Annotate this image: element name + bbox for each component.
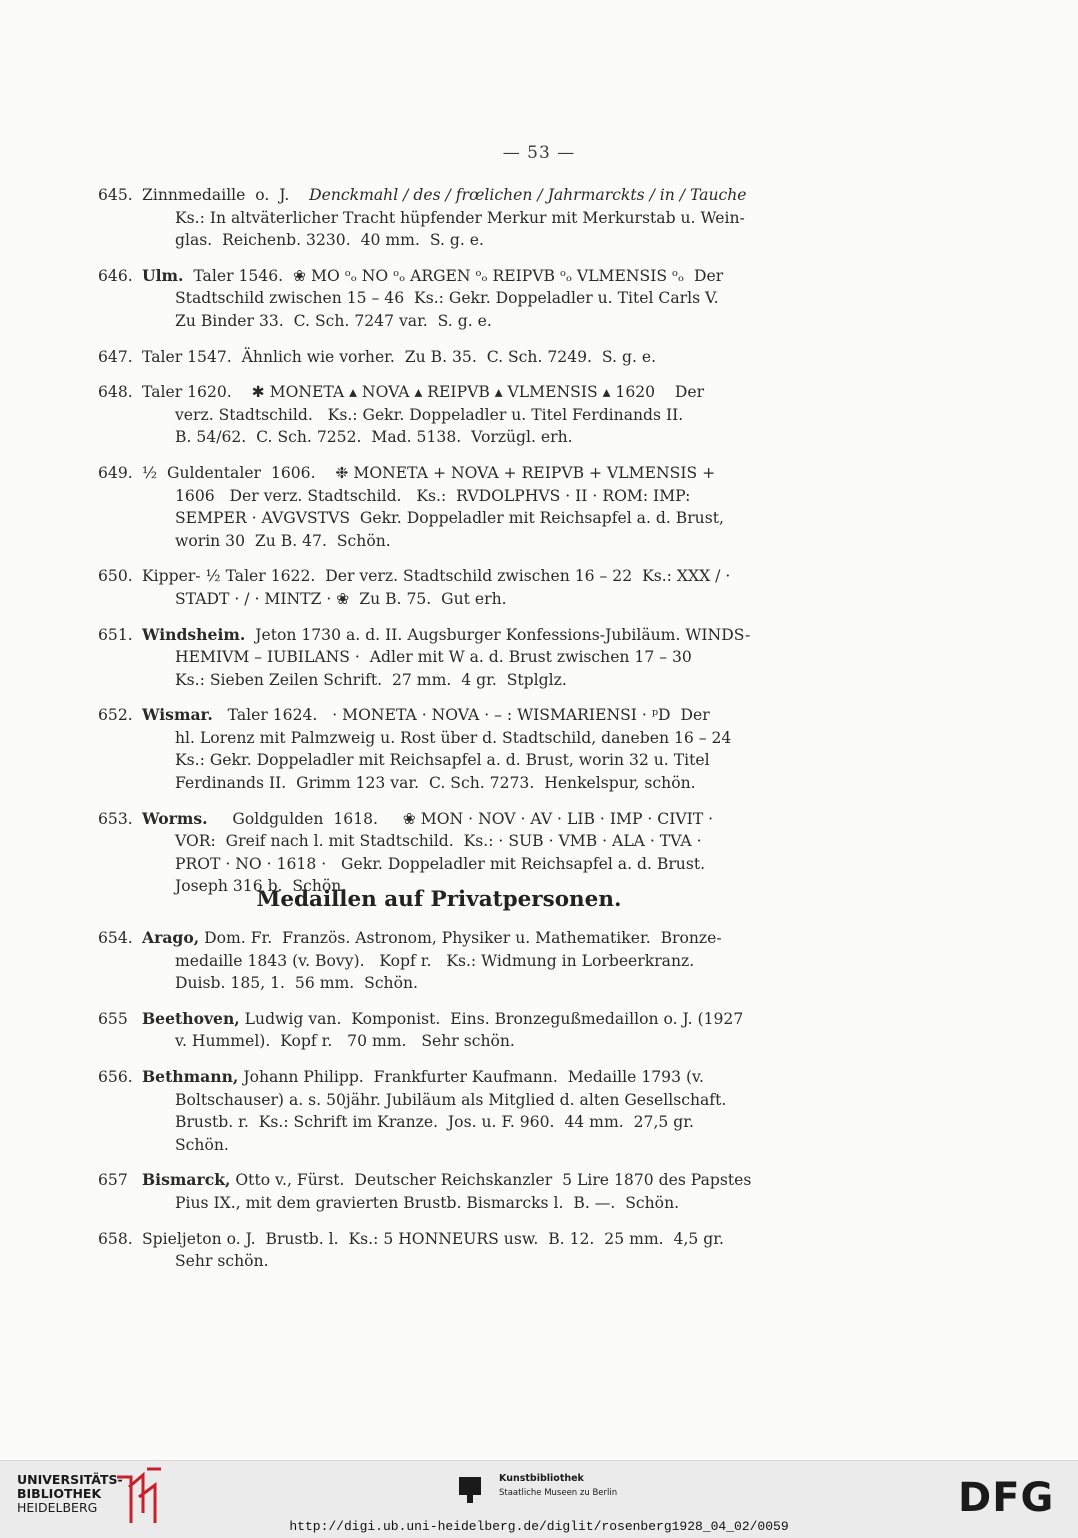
entry-number: 658. xyxy=(98,1229,133,1248)
entry-number: 654. xyxy=(98,929,133,947)
entry-text: verz. Stadtschild. Ks.: Gekr. Doppeladler u. Titel Ferdinands II. xyxy=(175,405,684,424)
entry-number: 645. xyxy=(98,186,133,204)
entry-first-line xyxy=(98,1169,788,1192)
entry-continuation-line xyxy=(98,853,788,876)
ub-logo-line-3: HEIDELBERG xyxy=(17,1500,98,1515)
entry-number: 652. xyxy=(98,706,133,725)
entry-first-line xyxy=(98,381,788,404)
entry-number: 656. xyxy=(98,1067,133,1086)
entry-number: 653. xyxy=(98,809,133,828)
entry-text: Ks.: Sieben Zeilen Schrift. 27 mm. 4 gr. Stplglz. xyxy=(175,670,567,689)
catalog-entry xyxy=(98,1169,788,1214)
entry-continuation-line xyxy=(98,1134,788,1157)
entry-text: medaille 1843 (v. Bovy). Kopf r. Ks.: Widmung in Lorbeerkranz. xyxy=(175,951,695,970)
entry-text: Kipper- ½ Taler 1622. Der verz. Stadtschild zwischen 16 – 22 Ks.: XXX / · xyxy=(142,567,731,586)
entry-continuation-line xyxy=(98,1030,788,1053)
entry-first-line xyxy=(98,565,788,588)
entry-continuation-line xyxy=(98,1250,788,1273)
entry-continuation-line xyxy=(98,507,788,530)
entry-first-line xyxy=(98,1228,788,1251)
page-number: — 53 — xyxy=(502,143,576,163)
entry-continuation-line xyxy=(98,727,788,750)
entry-first-line xyxy=(98,1008,788,1031)
entry-first-line xyxy=(98,624,788,647)
catalog-entry xyxy=(98,346,788,369)
entry-text: PROT · NO · 1618 · Gekr. Doppeladler mit Reichsapfel a. d. Brust. xyxy=(175,854,706,873)
entry-text: Ludwig van. Komponist. Eins. Bronzegußmedaillon o. J. (1927 xyxy=(239,1009,744,1028)
entry-heading-name: Bethmann, xyxy=(142,1066,239,1086)
entry-number: 655 xyxy=(98,1009,128,1028)
kunstbibliothek-logo[interactable] xyxy=(459,1473,629,1509)
entry-first-line xyxy=(98,808,788,831)
entry-text: Ferdinands II. Grimm 123 var. C. Sch. 7273. Henkelspur, schön. xyxy=(175,774,696,793)
entry-text: Taler 1620. ✱ MONETA ▴ NOVA ▴ REIPVB ▴ VLMENSIS ▴ 1620 Der xyxy=(142,383,705,402)
entry-text: Pius IX., mit dem gravierten Brustb. Bismarcks l. B. —. Schön. xyxy=(175,1193,680,1212)
entry-text: Spieljeton o. J. Brustb. l. Ks.: 5 HONNEURS usw. B. 12. 25 mm. 4,5 gr. xyxy=(142,1229,724,1248)
entry-first-line xyxy=(98,927,788,950)
entry-text: Duisb. 185, 1. 56 mm. Schön. xyxy=(175,974,418,993)
entry-first-line xyxy=(98,1066,788,1089)
entry-number: 657 xyxy=(98,1171,128,1190)
entry-text: B. 54/62. C. Sch. 7252. Mad. 5138. Vorzügl. erh. xyxy=(175,428,573,447)
kunstbibliothek-title: Kunstbibliothek xyxy=(499,1473,584,1484)
ub-heidelberg-logo[interactable] xyxy=(17,1467,152,1519)
entry-italic-inscription: Denckmahl / des / frœlichen / Jahrmarckts / in / Tauche xyxy=(309,186,747,204)
entry-continuation-line xyxy=(98,1089,788,1112)
ub-emblem-icon xyxy=(109,1467,169,1525)
catalog-entries-top xyxy=(98,184,788,911)
catalog-entries-bottom xyxy=(98,927,788,1286)
entry-text: Taler 1624. · MONETA · NOVA · – : WISMARIENSI · ᵖD Der xyxy=(212,706,710,725)
entry-text: hl. Lorenz mit Palmzweig u. Rost über d. Stadtschild, daneben 16 – 24 xyxy=(175,728,732,747)
entry-continuation-line xyxy=(98,669,788,692)
entry-text: Taler 1546. ❀ MO ᵒₒ NO ᵒₒ ARGEN ᵒₒ REIPVB ᵒₒ VLMENSIS ᵒₒ Der xyxy=(183,266,724,285)
entry-continuation-line xyxy=(98,646,788,669)
entry-heading-name: Bismarck, xyxy=(142,1170,231,1190)
catalog-entry xyxy=(98,381,788,449)
entry-text: Brustb. r. Ks.: Schrift im Kranze. Jos. u. F. 960. 44 mm. 27,5 gr. xyxy=(175,1113,694,1132)
catalog-entry xyxy=(98,624,788,692)
kunstbibliothek-icon xyxy=(459,1477,481,1503)
ub-logo-line-1: UNIVERSITÄTS- xyxy=(17,1472,123,1487)
catalog-entry xyxy=(98,927,788,995)
entry-continuation-line xyxy=(98,588,788,611)
entry-text: v. Hummel). Kopf r. 70 mm. Sehr schön. xyxy=(175,1032,515,1051)
entry-continuation-line xyxy=(98,530,788,553)
entry-text: Ks.: In altväterlicher Tracht hüpfender Merkur mit Merkurstab u. Wein- xyxy=(175,208,745,227)
kunstbibliothek-subtitle: Staatliche Museen zu Berlin xyxy=(499,1488,618,1498)
catalog-entry xyxy=(98,1228,788,1273)
entry-first-line xyxy=(98,184,788,207)
catalog-entry xyxy=(98,565,788,610)
entry-first-line xyxy=(98,346,788,369)
entry-continuation-line xyxy=(98,749,788,772)
entry-text: Dom. Fr. Französ. Astronom, Physiker u. Mathematiker. Bronze- xyxy=(199,929,722,947)
entry-heading-name: Beethoven, xyxy=(142,1008,240,1028)
entry-heading-name: Wismar. xyxy=(142,705,213,725)
entry-text: Schön. xyxy=(175,1135,229,1154)
entry-text: worin 30 Zu B. 47. Schön. xyxy=(175,531,391,550)
entry-continuation-line xyxy=(98,830,788,853)
entry-continuation-line xyxy=(98,1192,788,1215)
catalog-entry xyxy=(98,265,788,333)
entry-number: 648. xyxy=(98,383,133,402)
entry-number: 649. xyxy=(98,463,133,482)
ub-logo-line-2: BIBLIOTHEK xyxy=(17,1486,102,1501)
catalog-entry xyxy=(98,1066,788,1156)
entry-continuation-line xyxy=(98,404,788,427)
entry-continuation-line xyxy=(98,485,788,508)
source-url-link[interactable]: http://digi.ub.uni-heidelberg.de/diglit/rosenberg1928_04_02/0059 xyxy=(289,1519,789,1534)
catalog-entry xyxy=(98,1008,788,1053)
entry-heading-name: Windsheim. xyxy=(142,624,246,644)
catalog-entry xyxy=(98,184,788,252)
entry-number: 647. xyxy=(98,347,133,366)
entry-text: Otto v., Fürst. Deutscher Reichskanzler 5 Lire 1870 des Papstes xyxy=(230,1171,752,1190)
catalog-entry xyxy=(98,462,788,552)
entry-text: HEMIVM – IUBILANS · Adler mit W a. d. Brust zwischen 17 – 30 xyxy=(175,648,692,667)
entry-text: Taler 1547. Ähnlich wie vorher. Zu B. 35. C. Sch. 7249. S. g. e. xyxy=(142,347,657,366)
entry-heading-name: Arago, xyxy=(142,928,200,947)
entry-text: VOR: Greif nach l. mit Stadtschild. Ks.: · SUB · VMB · ALA · TVA · xyxy=(175,832,702,851)
entry-continuation-line xyxy=(98,972,788,995)
entry-continuation-line xyxy=(98,310,788,333)
section-heading: Medaillen auf Privatpersonen. xyxy=(256,887,622,912)
entry-text: Zu Binder 33. C. Sch. 7247 var. S. g. e. xyxy=(175,311,492,330)
entry-continuation-line xyxy=(98,950,788,973)
dfg-logo[interactable] xyxy=(958,1477,1063,1515)
entry-number: 646. xyxy=(98,266,133,285)
entry-text: Boltschauser) a. s. 50jähr. Jubiläum als Mitglied d. alten Gesellschaft. xyxy=(175,1090,727,1109)
entry-text: SEMPER · AVGVSTVS Gekr. Doppeladler mit Reichsapfel a. d. Brust, xyxy=(175,509,724,528)
entry-text: Johann Philipp. Frankfurter Kaufmann. Medaille 1793 (v. xyxy=(238,1067,704,1086)
entry-continuation-line xyxy=(98,1111,788,1134)
entry-first-line xyxy=(98,265,788,288)
entry-continuation-line xyxy=(98,287,788,310)
entry-heading-name: Worms. xyxy=(142,808,208,828)
entry-text: Jeton 1730 a. d. II. Augsburger Konfessions-Jubiläum. WINDS- xyxy=(245,625,751,644)
entry-number: 651. xyxy=(98,625,133,644)
entry-text: Zinnmedaille o. J. xyxy=(142,186,310,204)
entry-text: Goldgulden 1618. ❀ MON · NOV · AV · LIB · IMP · CIVIT · xyxy=(207,809,714,828)
entry-text: Stadtschild zwischen 15 – 46 Ks.: Gekr. Doppeladler u. Titel Carls V. xyxy=(175,289,719,308)
catalog-entry xyxy=(98,808,788,898)
entry-heading-name: Ulm. xyxy=(142,265,184,285)
entry-text: Ks.: Gekr. Doppeladler mit Reichsapfel a. d. Brust, worin 32 u. Titel xyxy=(175,751,710,770)
catalog-entry xyxy=(98,704,788,794)
entry-first-line xyxy=(98,462,788,485)
entry-continuation-line xyxy=(98,207,788,230)
entry-text: STADT · / · MINTZ · ❀ Zu B. 75. Gut erh. xyxy=(175,589,507,608)
entry-continuation-line xyxy=(98,426,788,449)
entry-number: 650. xyxy=(98,567,133,586)
entry-text: glas. Reichenb. 3230. 40 mm. S. g. e. xyxy=(175,231,484,250)
ub-logo-text xyxy=(17,1473,123,1515)
entry-text: Sehr schön. xyxy=(175,1252,269,1271)
entry-text: Joseph 316 b. Schön. xyxy=(175,877,347,896)
entry-text: ½ Guldentaler 1606. ❉ MONETA + NOVA + REIPVB + VLMENSIS + xyxy=(142,463,716,482)
dfg-logo-text: DFG xyxy=(958,1477,1055,1515)
entry-text: 1606 Der verz. Stadtschild. Ks.: RVDOLPHVS · II · ROM: IMP: xyxy=(175,486,691,505)
entry-continuation-line xyxy=(98,229,788,252)
entry-continuation-line xyxy=(98,772,788,795)
entry-first-line xyxy=(98,704,788,727)
